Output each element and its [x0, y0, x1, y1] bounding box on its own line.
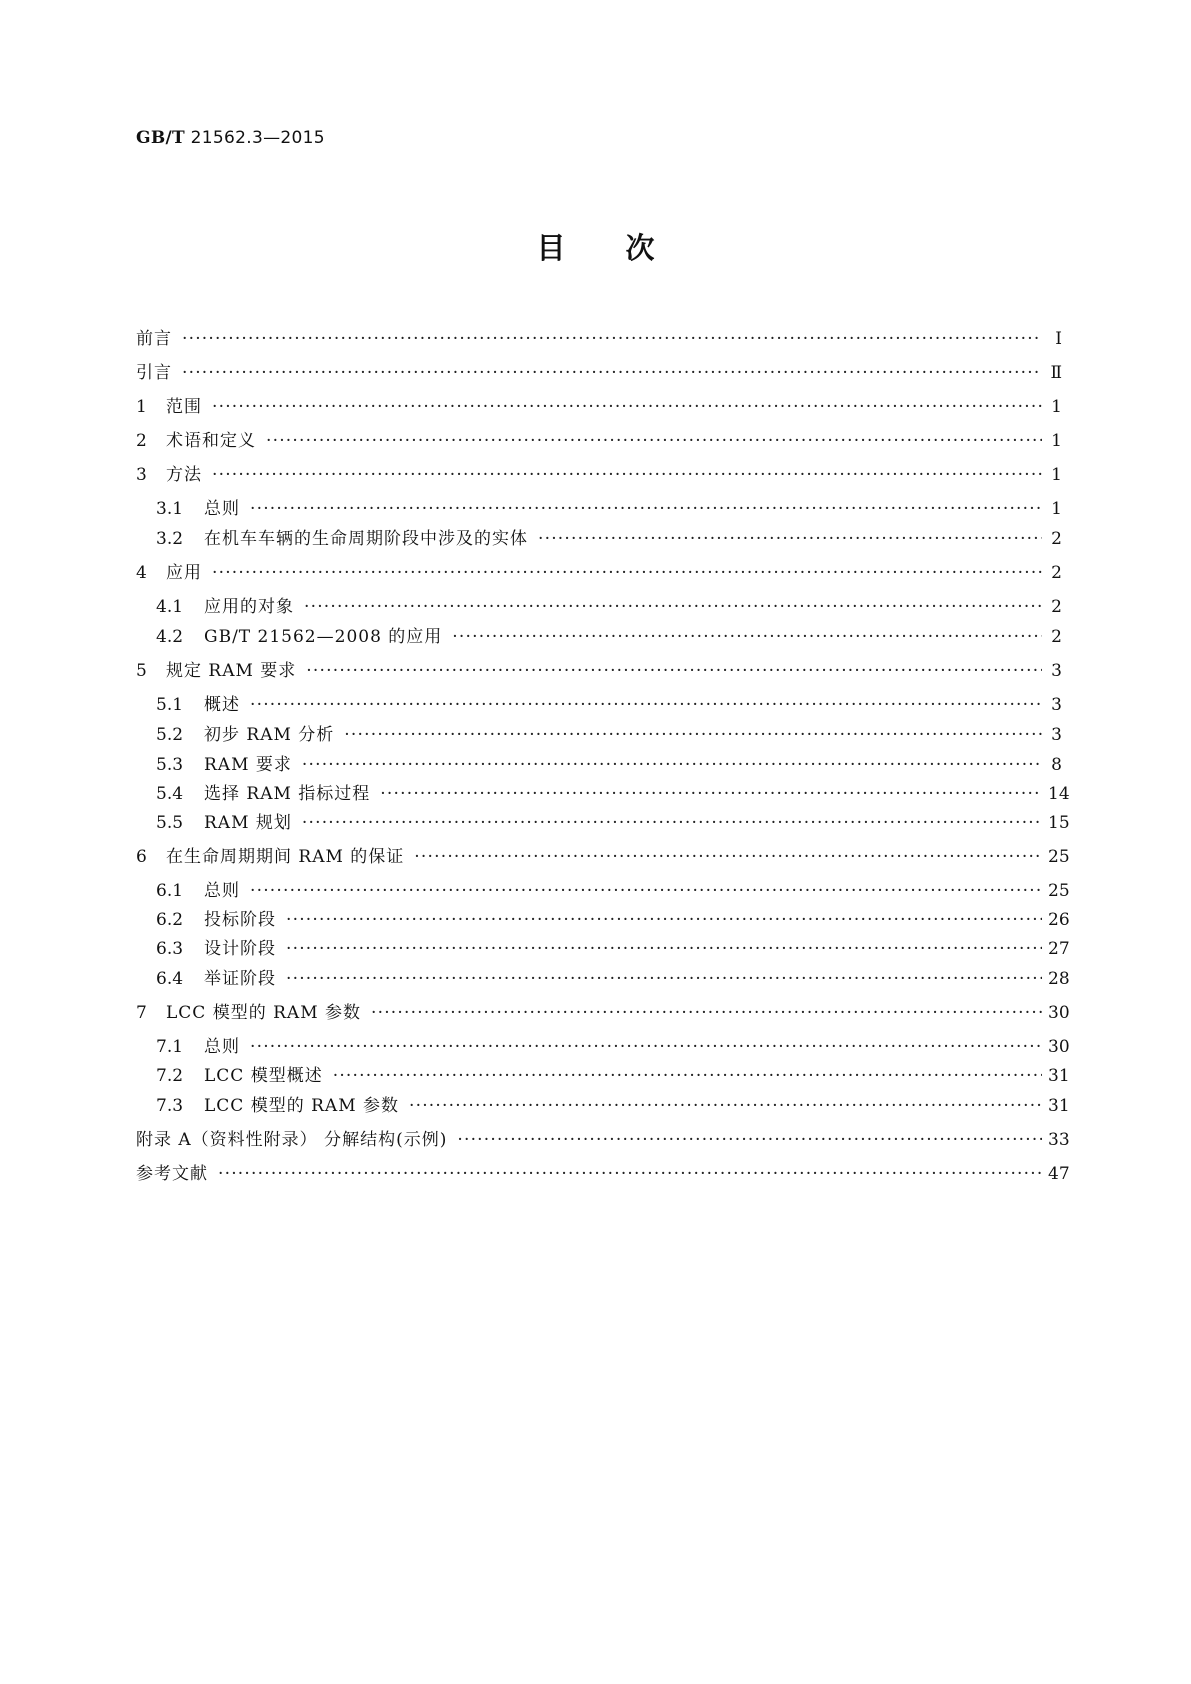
toc-entry-label: LCC 模型的 RAM 参数 [166, 1003, 361, 1023]
toc-dot-leader [212, 560, 1042, 586]
toc-entry[interactable] [156, 692, 1062, 718]
toc-entry-page: 31 [1048, 1096, 1070, 1116]
toc-dot-leader [302, 752, 1042, 778]
toc-entry-page: 25 [1048, 881, 1070, 901]
toc-entry-page: 47 [1048, 1164, 1070, 1184]
toc-entry[interactable] [156, 722, 1062, 748]
toc-entry-label: 附录 A（资料性附录） 分解结构(示例) [136, 1130, 448, 1150]
toc-entry-number: 1 [136, 397, 147, 417]
toc-dot-leader [182, 326, 1042, 352]
toc-entry-page: 1 [1051, 465, 1062, 485]
toc-entry-page: 3 [1051, 661, 1062, 681]
toc-entry-page: Ⅱ [1050, 363, 1062, 383]
toc-entry[interactable] [156, 781, 1070, 807]
toc-entry-label: 应用 [166, 563, 202, 583]
toc-entry-label: LCC 模型概述 [204, 1066, 323, 1086]
toc-entry-page: 2 [1051, 529, 1062, 549]
toc-dot-leader [306, 658, 1042, 684]
toc-entry-number: 5.1 [156, 695, 184, 715]
toc-entry[interactable] [156, 624, 1062, 650]
toc-entry[interactable] [156, 496, 1062, 522]
toc-entry-number: 2 [136, 431, 147, 451]
toc-entry-label: 术语和定义 [166, 431, 256, 451]
toc-entry-label: 投标阶段 [204, 910, 276, 930]
toc-dot-leader [250, 692, 1042, 718]
toc-entry[interactable] [136, 658, 1062, 684]
standard-code: 21562.3—2015 [190, 128, 325, 148]
toc-dot-leader [218, 1161, 1042, 1187]
toc-dot-leader [344, 722, 1042, 748]
toc-entry[interactable] [136, 1161, 1070, 1187]
toc-entry-label: 在生命周期期间 RAM 的保证 [166, 847, 405, 867]
toc-entry[interactable] [136, 844, 1070, 870]
toc-dot-leader [452, 624, 1042, 650]
toc-entry-number: 6.4 [156, 969, 184, 989]
toc-dot-leader [250, 878, 1042, 904]
toc-entry-label: GB/T 21562—2008 的应用 [204, 627, 443, 647]
toc-entry-page: 26 [1048, 910, 1070, 930]
toc-entry-number: 7.1 [156, 1037, 184, 1057]
toc-dot-leader [286, 907, 1042, 933]
toc-entry[interactable] [156, 878, 1070, 904]
toc-dot-leader [414, 844, 1042, 870]
toc-entry[interactable] [156, 1034, 1070, 1060]
toc-entry-number: 7.2 [156, 1066, 184, 1086]
toc-entry-page: 3 [1051, 695, 1062, 715]
toc-entry-page: 25 [1048, 847, 1070, 867]
toc-entry-number: 6.2 [156, 910, 184, 930]
toc-entry-number: 3.2 [156, 529, 184, 549]
toc-entry-page: 30 [1048, 1003, 1070, 1023]
standard-prefix: GB/T [136, 128, 185, 148]
toc-dot-leader [457, 1127, 1042, 1153]
toc-dot-leader [250, 1034, 1042, 1060]
toc-entry[interactable] [156, 936, 1070, 962]
toc-dot-leader [333, 1063, 1042, 1089]
toc-entry-page: 1 [1051, 431, 1062, 451]
toc-entry-page: 2 [1051, 597, 1062, 617]
toc-dot-leader [538, 526, 1042, 552]
toc-dot-leader [304, 594, 1042, 620]
toc-entry-number: 7.3 [156, 1096, 184, 1116]
toc-entry[interactable] [136, 326, 1062, 352]
toc-entry-label: 规定 RAM 要求 [166, 661, 297, 681]
toc-entry-number: 3.1 [156, 499, 184, 519]
toc-entry[interactable] [156, 907, 1070, 933]
toc-entry[interactable] [156, 1063, 1070, 1089]
toc-entry-label: 引言 [136, 363, 172, 383]
toc-entry-page: 31 [1048, 1066, 1070, 1086]
toc-entry[interactable] [136, 462, 1062, 488]
toc-dot-leader [371, 1000, 1042, 1026]
toc-entry-page: 1 [1051, 397, 1062, 417]
toc-dot-leader [182, 360, 1042, 386]
toc-entry-page: 30 [1048, 1037, 1070, 1057]
toc-dot-leader [380, 781, 1042, 807]
toc-entry-number: 6 [136, 847, 147, 867]
toc-entry-page: 28 [1048, 969, 1070, 989]
toc-entry-label: 总则 [204, 1037, 240, 1057]
toc-dot-leader [286, 966, 1042, 992]
toc-entry-page: 33 [1048, 1130, 1070, 1150]
toc-entry-number: 5 [136, 661, 147, 681]
toc-entry[interactable] [136, 1127, 1070, 1153]
toc-entry-label: 初步 RAM 分析 [204, 725, 335, 745]
toc-entry-page: 3 [1051, 725, 1062, 745]
toc-entry-page: 1 [1051, 499, 1062, 519]
toc-entry-page: 15 [1048, 813, 1070, 833]
toc-entry[interactable] [136, 394, 1062, 420]
toc-dot-leader [286, 936, 1042, 962]
toc-entry-label: RAM 规划 [204, 813, 292, 833]
toc-entry-label: 概述 [204, 695, 240, 715]
toc-entry[interactable] [156, 526, 1062, 552]
toc-entry[interactable] [156, 594, 1062, 620]
toc-entry[interactable] [136, 560, 1062, 586]
toc-entry-number: 5.5 [156, 813, 184, 833]
toc-entry-number: 4.1 [156, 597, 184, 617]
toc-entry-label: 总则 [204, 499, 240, 519]
toc-dot-leader [266, 428, 1042, 454]
toc-entry[interactable] [136, 360, 1062, 386]
toc-entry-page: 27 [1048, 939, 1070, 959]
toc-entry-page: Ⅰ [1055, 329, 1062, 349]
toc-dot-leader [212, 462, 1042, 488]
toc-entry[interactable] [156, 810, 1070, 836]
toc-entry-number: 6.3 [156, 939, 184, 959]
toc-entry-number: 5.3 [156, 755, 184, 775]
toc-entry-label: LCC 模型的 RAM 参数 [204, 1096, 399, 1116]
toc-entry-label: RAM 要求 [204, 755, 292, 775]
toc-entry-number: 5.2 [156, 725, 184, 745]
toc-entry-label: 参考文献 [136, 1164, 208, 1184]
standard-number [136, 128, 325, 148]
toc-entry-label: 举证阶段 [204, 969, 276, 989]
toc-dot-leader [302, 810, 1042, 836]
toc-entry-number: 7 [136, 1003, 147, 1023]
toc-entry[interactable] [156, 1093, 1070, 1119]
toc-entry-number: 3 [136, 465, 147, 485]
toc-dot-leader [409, 1093, 1042, 1119]
toc-entry-page: 8 [1051, 755, 1062, 775]
toc-entry-page: 2 [1051, 563, 1062, 583]
toc-entry-label: 前言 [136, 329, 172, 349]
toc-entry-page: 14 [1048, 784, 1070, 804]
toc-entry-page: 2 [1051, 627, 1062, 647]
toc-entry[interactable] [156, 966, 1070, 992]
toc-entry[interactable] [136, 428, 1062, 454]
toc-dot-leader [212, 394, 1042, 420]
toc-dot-leader [250, 496, 1042, 522]
toc-entry-number: 4 [136, 563, 147, 583]
toc-entry-label: 应用的对象 [204, 597, 294, 617]
toc-entry-label: 设计阶段 [204, 939, 276, 959]
toc-entry-number: 6.1 [156, 881, 184, 901]
toc-entry-label: 范围 [166, 397, 202, 417]
toc-entry-label: 选择 RAM 指标过程 [204, 784, 371, 804]
toc-entry-label: 方法 [166, 465, 202, 485]
toc-entry-label: 总则 [204, 881, 240, 901]
toc-entry-number: 5.4 [156, 784, 184, 804]
toc-entry[interactable] [156, 752, 1062, 778]
toc-heading: 目次 [536, 231, 715, 265]
toc-entry-label: 在机车车辆的生命周期阶段中涉及的实体 [204, 529, 528, 549]
toc-entry-number: 4.2 [156, 627, 184, 647]
toc-entry[interactable] [136, 1000, 1070, 1026]
